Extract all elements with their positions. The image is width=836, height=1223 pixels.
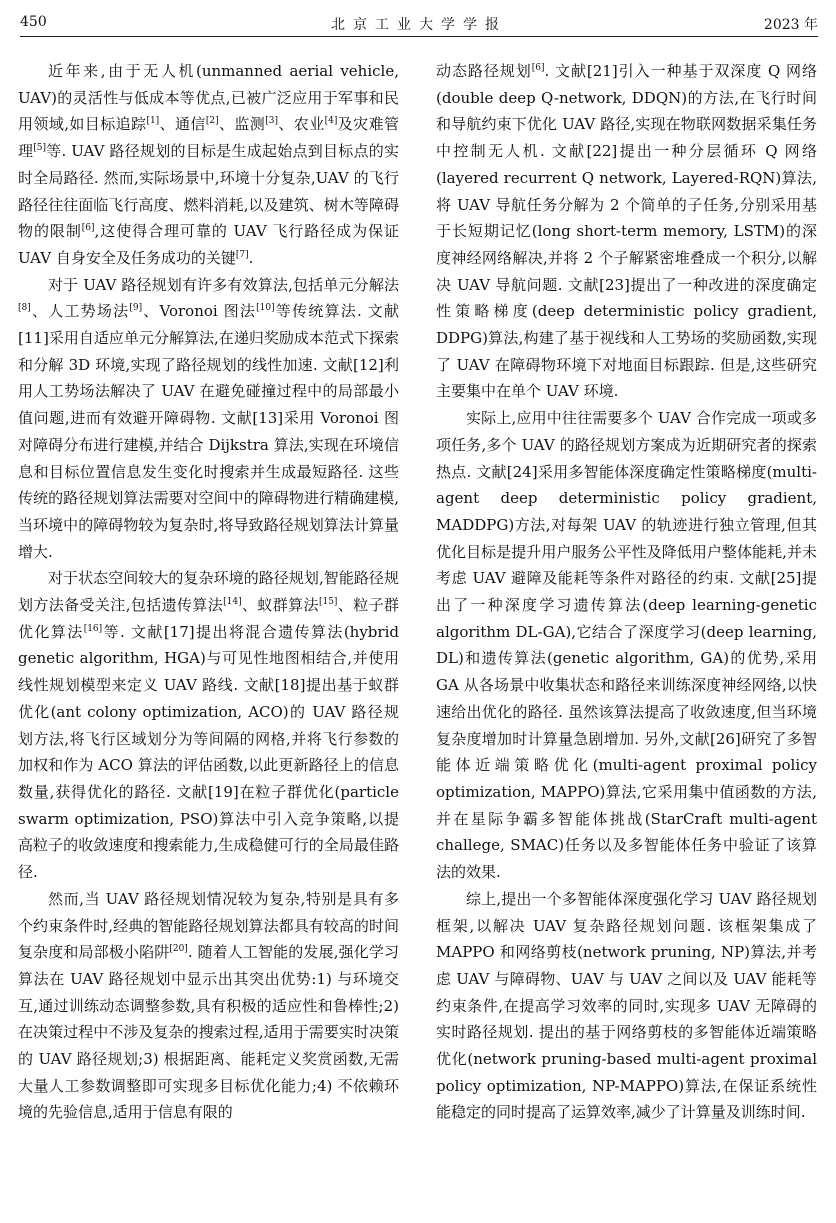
paragraph [436, 886, 817, 1126]
text-run: 、农业 [277, 115, 325, 134]
text-run: 及灾难管理 [18, 115, 399, 161]
text-run: 然而,当 UAV 路径规划情况较为复杂,特别是具有多个约束条件时,经典的智能路径规划算法都具有较高的时间复杂度和局部极小陷阱 [18, 889, 399, 962]
citation-ref: [14] [223, 597, 242, 608]
paragraph [436, 405, 817, 886]
text-run: 、粒子群优化算法 [18, 596, 399, 641]
paragraph [18, 565, 399, 885]
text-run: . 文献[21]引入一种基于双深度 Q 网络(double deep Q-network, DDQN)的方法,在飞行时间和导航约束下优化 UAV 路径,实现在物联网数据采集任务中控制无人机. 文献[22]提出一种分层循环 Q 网络(layered recurrent Q network, Layered-RQN)算法,将 UAV 导航任务分解为 2 个简单的子任务,分别采用基于长短期记忆(long short-term memory, LSTM)的深度神经网络解决,并将 2 个子解紧密堆叠成一个积分,以解决 UAV 导航问题. 文献[23]提出了一种改进的深度确定性策略梯度(deep deterministic policy gradient, DDPG)算法,构建了基于视线和人工势场的奖励函数,实现了 UAV 在障碍物环境下对地面目标跟踪. 但是,这些研究主要集中在单个 UAV 环境. [436, 62, 817, 401]
paragraph [18, 886, 399, 1126]
citation-ref: [20] [169, 944, 188, 955]
text-run: 等传统算法. 文献[11]采用自适应单元分解算法,在递归奖励成本范式下探索和分解 3D 环境,实现了路径规划的线性加速. 文献[12]利用人工势场法解决了 UAV 在避免碰撞过程中的局部最小值问题,进而有效避开障碍物. 文献[13]采用 Voronoi 图对障碍分布进行建模,并结合 Dijkstra 算法,实现在环境信息和目标位置信息发生变化时搜索并生成最短路径. 这些传统的路径规划算法需要对空间中的障碍物进行精确建模,当环境中的障碍物较为复杂时,将导致路径规划算法计算量增大. [18, 302, 399, 561]
text-run: 综上,提出一个多智能体深度强化学习 UAV 路径规划框架,以解决 UAV 复杂路径规划问题. 该框架集成了 MAPPO 和网络剪枝(network pruning, NP)算法,并考虑 UAV 与障碍物、UAV 与 UAV 之间以及 UAV 能耗等约束条件,在提高学习效率的同时,实现多 UAV 无障碍的实时路径规划. 提出的基于网络剪枝的多智能体近端策略优化(network pruning-based multi-agent proximal policy optimization, NP-MAPPO)算法,在保证系统性能稳定的同时提高了运算效率,减少了计算量及训练时间. [436, 889, 817, 1122]
text-run: 、蚁群算法 [241, 596, 319, 615]
text-run: ,这使得合理可靠的 UAV 飞行路径成为保证 UAV 自身安全及任务成功的关键 [18, 222, 399, 267]
publication-year: 2023 年 [763, 17, 818, 33]
paragraph [436, 58, 817, 405]
citation-ref: [6] [81, 223, 95, 234]
text-run: 等. 文献[17]提出将混合遗传算法(hybrid genetic algorithm, HGA)与可见性地图相结合,并使用线性规划模型来定义 UAV 路线. 文献[18]提出基于蚁群优化(ant colony optimization, ACO)的 UAV 路径规划方法,将飞行区域划分为等间隔的网格,并将飞行参数的加权和作为 ACO 算法的评估函数,以此更新路径上的信息数量,获得优化的路径. 文献[19]在粒子群优化(particle swarm optimization, PSO)算法中引入竞争策略,以提高粒子的收敛速度和搜索能力,生成稳健可行的全局最佳路径. [18, 622, 399, 882]
text-run: 实际上,应用中往往需要多个 UAV 合作完成一项或多项任务,多个 UAV 的路径规划方案成为近期研究者的探索热点. 文献[24]采用多智能体深度确定性策略梯度(multi-agent deep deterministic policy gradient, MADDPG)方法,对每架 UAV 的轨迹进行独立管理,但其优化目标是提升用户服务公平性及降低用户整体能耗,并未考虑 UAV 避障及能耗等条件对路径的约束. 文献[25]提出了一种深度学习遗传算法(deep learning-genetic algorithm DL-GA),它结合了深度学习(deep learning, DL)和遗传算法(genetic algorithm, GA)的优势,采用 GA 从各场景中收集状态和路径来训练深度神经网络,以快速给出优化的路径. 虽然该算法提高了收敛速度,但当环境复杂度增加时计算量急剧增加. 另外,文献[26]研究了多智能体近端策略优化(multi-agent proximal policy optimization, MAPPO)算法,它采用集中值函数的方法,并在星际争霸多智能体挑战(StarCraft multi-agent challege, SMAC)任务以及多智能体任务中验证了该算法的效果. [436, 409, 817, 882]
paragraph [18, 272, 399, 566]
text-run: 动态路径规划 [436, 62, 532, 80]
text-run: 等. UAV 路径规划的目标是生成起始点到目标点的实时全局路径. 然而,实际场景中,环境十分复杂,UAV 的飞行路径往往面临飞行高度、燃料消耗,以及建筑、树木等障碍物的限制 [18, 142, 399, 241]
citation-ref: [6] [531, 63, 545, 73]
running-header [20, 12, 818, 37]
text-run: 、人工势场法 [30, 302, 130, 321]
text-run: . [248, 248, 254, 267]
citation-ref: [2] [205, 116, 219, 127]
citation-ref: [15] [318, 597, 338, 608]
citation-ref: [9] [129, 303, 143, 314]
text-run: 近年来,由于无人机(unmanned aerial vehicle, UAV)的灵活性与低成本等优点,已被广泛应用于军事和民用领域,如目标追踪 [18, 62, 399, 134]
citation-ref: [7] [235, 249, 249, 260]
text-run: . 随着人工智能的发展,强化学习算法在 UAV 路径规划中显示出其突出优势:1) 与环境交互,通过训练动态调整参数,具有积极的适应性和鲁棒性;2) 在决策过程中不涉及复杂的搜索过程,适用于需要实时决策的 UAV 路径规划;3) 根据距离、能耗定义奖赏函数,无需大量人工参数调整即可实现多目标优化能力;4) 不依赖环境的先验信息,适用于信息有限的 [18, 943, 399, 1122]
right-column [436, 58, 817, 1126]
citation-ref: [1] [146, 116, 160, 127]
citation-ref: [10] [256, 303, 275, 314]
citation-ref: [16] [83, 623, 103, 634]
text-run: 、监测 [218, 115, 266, 134]
citation-ref: [3] [265, 116, 278, 127]
page-number: 450 [20, 14, 47, 30]
paragraph [18, 58, 399, 272]
text-run: 对于 UAV 路径规划有许多有效算法,包括单元分解法 [48, 275, 399, 294]
text-run: 、Voronoi 图法 [142, 302, 257, 321]
text-run: 、通信 [159, 115, 206, 134]
journal-title: 北京工业大学学报 [331, 17, 507, 33]
citation-ref: [8] [18, 303, 31, 314]
citation-ref: [4] [324, 116, 338, 127]
citation-ref: [5] [33, 143, 47, 154]
left-column [18, 58, 399, 1126]
text-run: 对于状态空间较大的复杂环境的路径规划,智能路径规划方法备受关注,包括遗传算法 [18, 569, 399, 615]
